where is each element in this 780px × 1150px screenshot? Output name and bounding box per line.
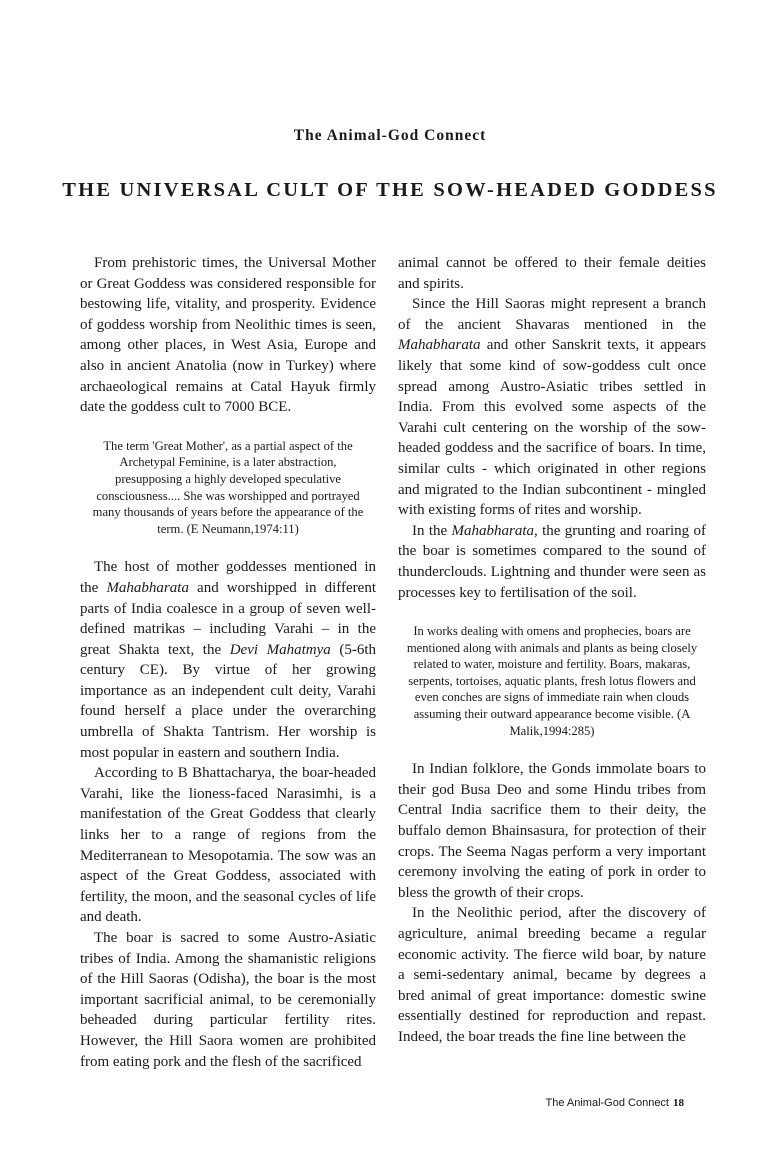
paragraph: In the Neolithic period, after the discovery of agriculture, animal breeding became a regular economic activity. The fierce wild boar, by nature a semi-sedentary animal, became by degrees a bred animal of great importance: domestic swine essentially destined for reproduction and repast. Indeed, the boar treads the fine line between the (398, 905, 706, 1045)
text: (5-6th century CE). By virtue of her growing importance as an independent cult deity, Varahi found herself a place under the overarching umbrella of Shakta Tantrism. Her worship is most popular in eastern and southern India. (80, 641, 377, 761)
chapter-heading: THE UNIVERSAL CULT OF THE SOW-HEADED GODDESS (62, 179, 718, 201)
right-column (398, 253, 706, 1048)
italic-title: Devi Mahatmya (229, 641, 331, 658)
footer-label: The Animal-God Connect (545, 1097, 669, 1110)
page-number: 18 (673, 1097, 684, 1110)
paragraph: In Indian folklore, the Gonds immolate boars to their god Busa Deo and some Hindu tribes from Central India sacrifice them to their deity, the buffalo demon Bhainsasura, for protection of their crops. The Seema Nagas perform a very important ceremony involving the eating of pork in order to bless the growth of their crops. (398, 761, 706, 901)
paragraph: The boar is sacred to some Austro-Asiatic tribes of India. Among the shamanistic religions of the Hill Saoras (Odisha), the boar is the most important sacrificial animal, to be ceremonially beheaded during particular fertility rites. However, the Hill Saora women are prohibited from eating pork and the flesh of the sacrificed (80, 930, 376, 1070)
page-footer (0, 1096, 780, 1110)
running-title: The Animal-God Connect (293, 127, 487, 144)
block-quote: The term 'Great Mother', as a partial aspect of the Archetypal Feminine, is a later abstraction, presupposing a highly developed speculative consciousness.... She was worshipped and portrayed many thousands of years before the appearance of the term. (E Neumann,1974:11) (92, 438, 364, 536)
text: In the (412, 522, 452, 539)
italic-title: Mahabharata (398, 337, 481, 354)
text: and worshipped in different parts of India coalesce in a group of seven well-defined matrikas – including Varahi – in the great Shakta text, the (80, 579, 377, 658)
two-column-body (0, 253, 780, 1072)
paragraph (80, 557, 376, 763)
text: and other Sanskrit texts, it appears likely that some kind of sow-goddess cult once spread among Austro-Asiatic tribes settled in India. From this evolved some aspects of the Varahi cult centering on the worship of the sow-headed goddess and the sacrifice of boars. In time, similar cults - which originated in other regions and migrated to the Indian subcontinent - mingled with existing forms of rites and worship. (398, 337, 706, 519)
paragraph (398, 521, 706, 603)
italic-title: Mahabharata (451, 522, 534, 539)
paragraph: According to B Bhattacharya, the boar-headed Varahi, like the lioness-faced Narasimhi, is a manifestation of the Great Goddess that clearly links her to a range of regions from the Mediterranean to Mesopotamia. The sow was an aspect of the Great Goddess, associated with fertility, the moon, and the seasonal cycles of life and death. (80, 765, 376, 926)
paragraph: From prehistoric times, the Universal Mother or Great Goddess was considered responsible for bestowing life, vitality, and prosperity. Evidence of goddess worship from Neolithic times is seen, among other places, in West Asia, Europe and also in ancient Anatolia (now in Turkey) where archaeological remains at Catal Hayuk firmly date the goddess cult to 7000 BCE. (80, 255, 376, 416)
paragraph: animal cannot be offered to their female deities and spirits. (398, 255, 706, 292)
text: , the grunting and roaring of the boar is sometimes compared to the sound of thunderclouds. Lightning and thunder were seen as processes key to fertilisation of the soil. (398, 522, 706, 601)
left-quote-block (80, 438, 376, 538)
right-quote-block (398, 623, 706, 739)
text: Since the Hill Saoras might represent a branch of the ancient Shavaras mentioned in the (398, 296, 706, 333)
paragraph (398, 294, 706, 521)
text: The host of mother goddesses mentioned in the (80, 559, 376, 596)
italic-title: Mahabharata (106, 579, 189, 596)
block-quote: In works dealing with omens and prophecies, boars are mentioned along with animals and plants as being closely related to water, moisture and fertility. Boars, makaras, serpents, tortoises, aquatic plants, fresh lotus flowers and even conches are signs of immediate rain when clouds assuming their outward appearance become visible. (A Malik,1994:285) (406, 624, 698, 738)
left-column (80, 253, 376, 1072)
